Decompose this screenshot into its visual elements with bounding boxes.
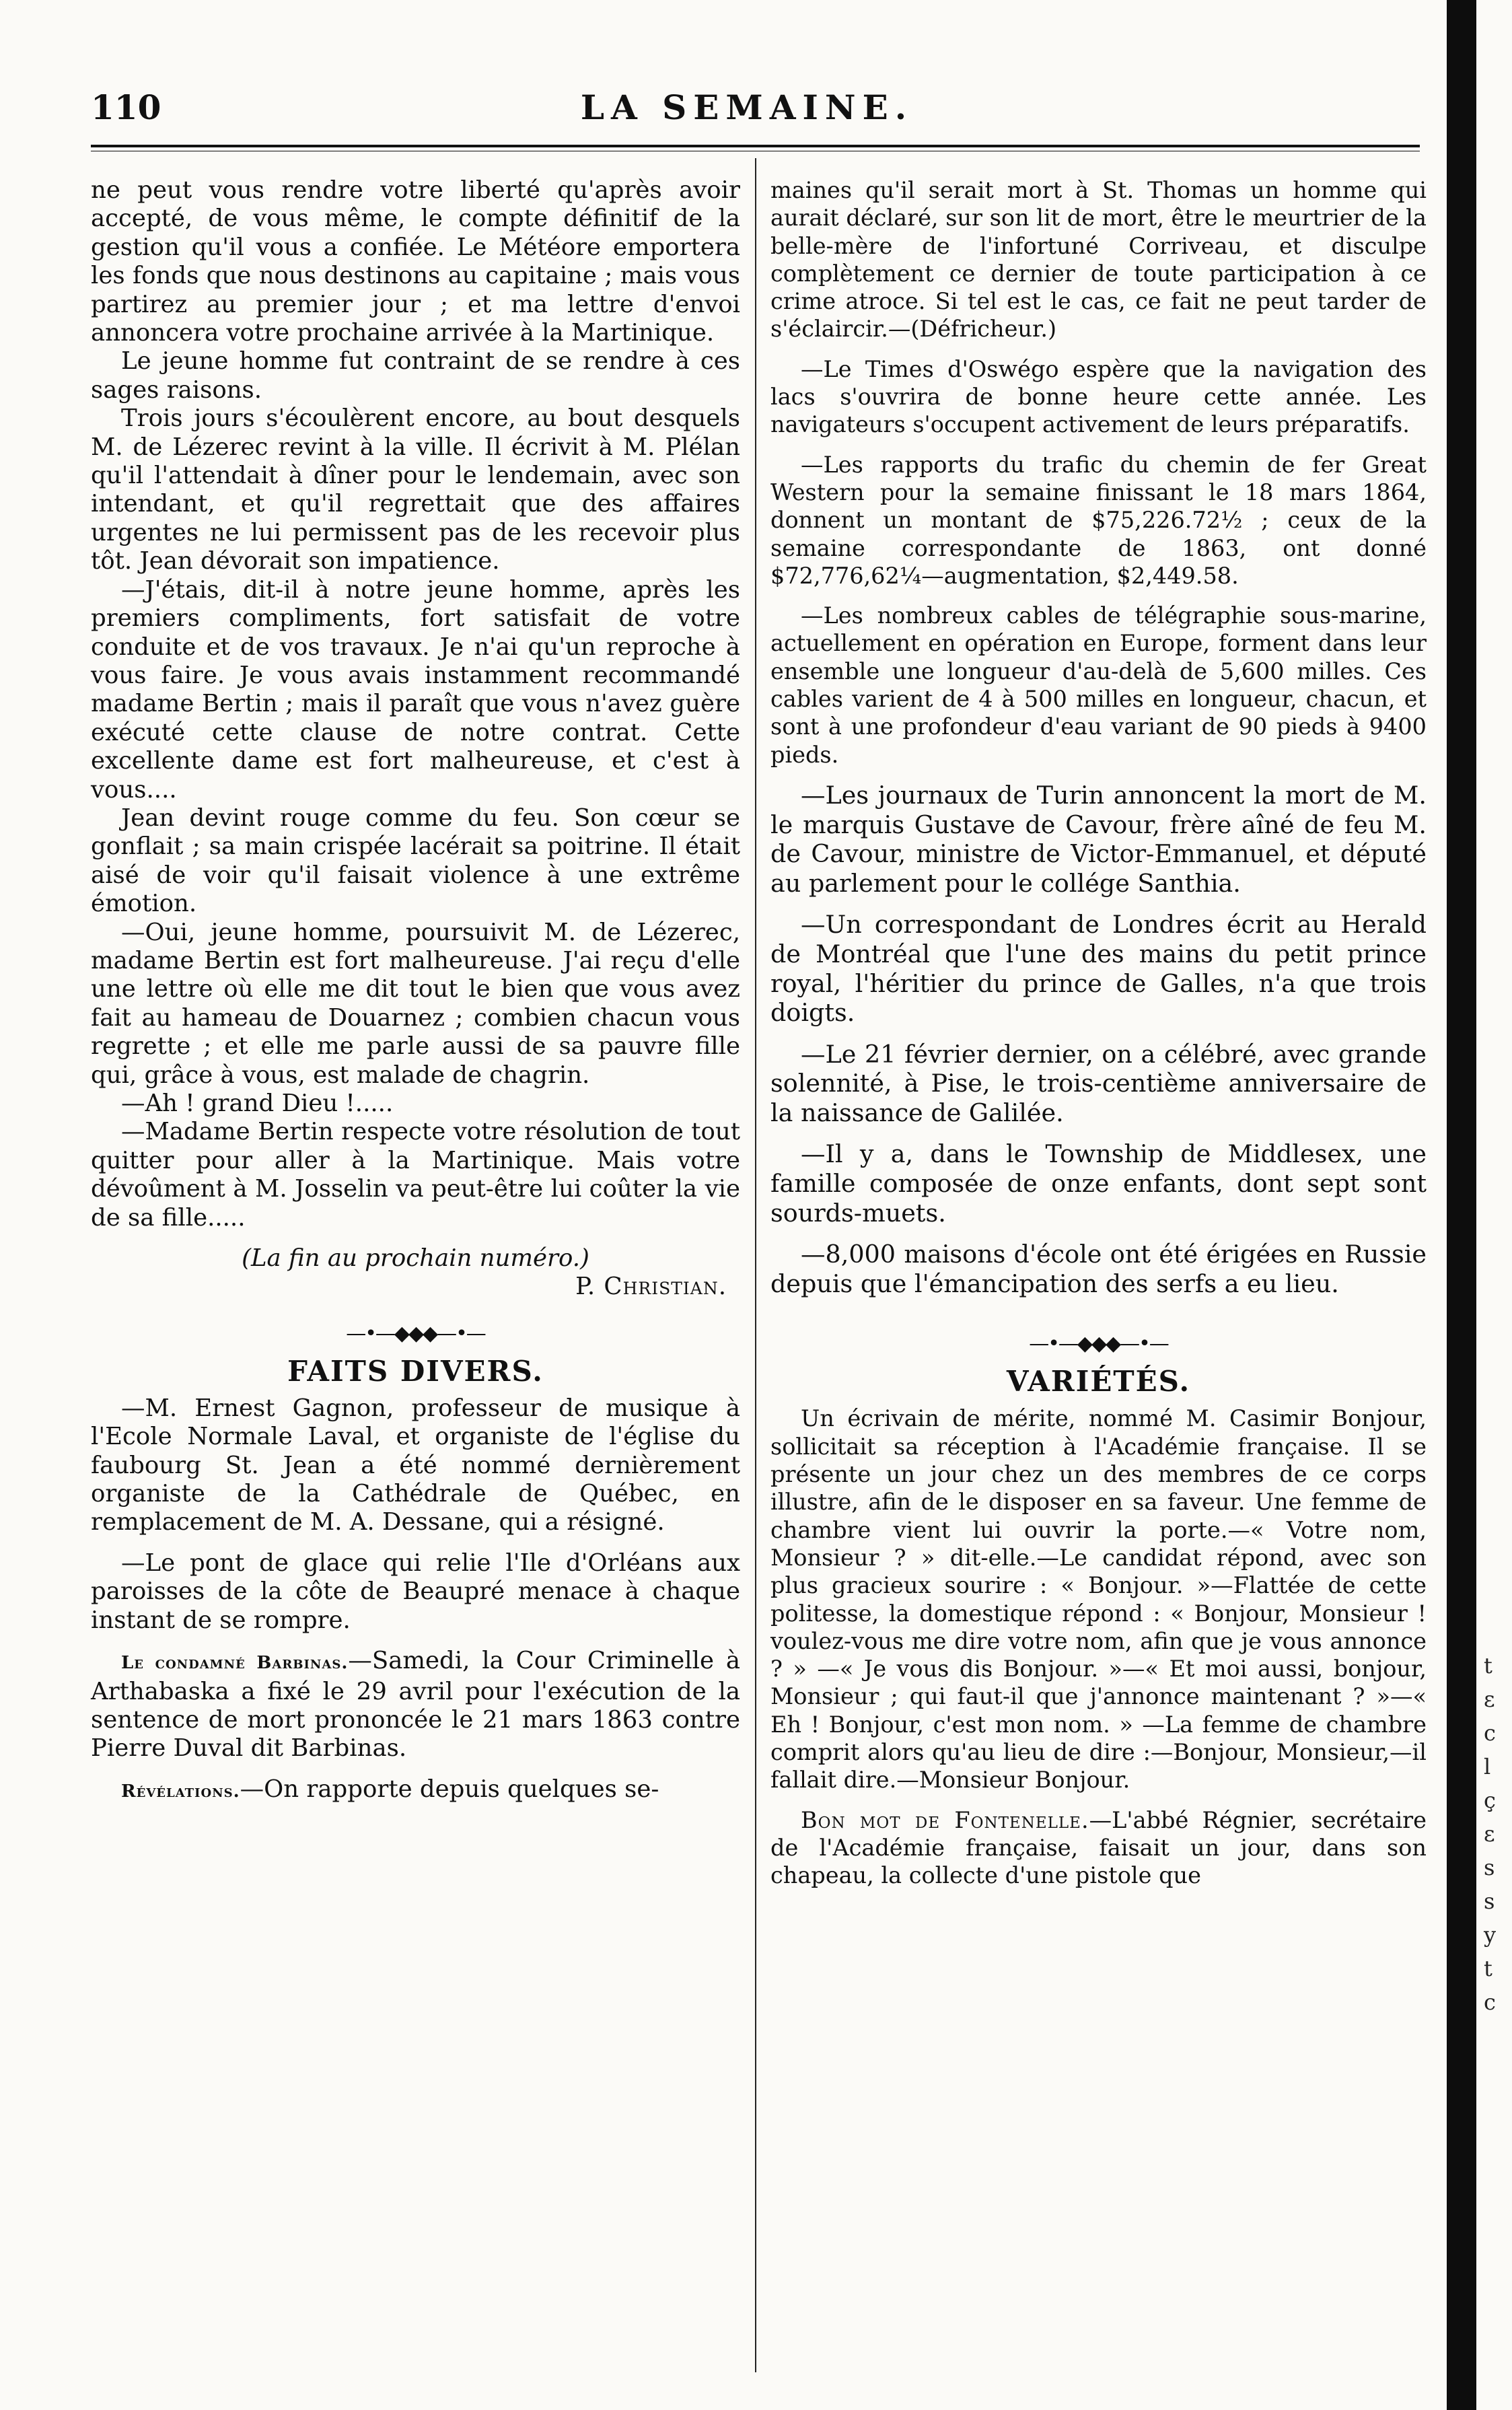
news-item: —Les journaux de Turin annoncent la mort de M. le marquis Gustave de Cavour, frère aîné de feu M. de Cavour, ministre de Victor-Emmanuel, et député au parlement pour le collége Santhia. — [770, 780, 1427, 898]
anecdote: Un écrivain de mérite, nommé M. Casimir Bonjour, sollicitait sa réception à l'Académie française. Il se présente un jour chez un des membres de ce corps illustre, afin de le disposer en sa faveur. Une femme de chambre vient lui ouvrir la porte.—« Votre nom, Monsieur ? » dit-elle.—Le candidat répond, avec son plus gracieux sourire : « Bonjour. »—Flattée de cette politesse, la domestique répond : « Bonjour, Monsieur ! voulez-vous me dire votre nom, afin que je vous annonce ? » —« Je vous dis Bonjour. »—« Et moi aussi, bonjour, Monsieur ; qui faut-il que j'annonce maintenant ? »—« Eh ! Bonjour, c'est mon nom. » —La femme de chambre comprit alors qu'au lieu de dire :—Bonjour, Monsieur,—il fallait dire.—Monsieur Bonjour. — [770, 1405, 1427, 1794]
right-column — [770, 176, 1427, 1889]
news-item: —Un correspondant de Londres écrit au Herald de Montréal que l'une des mains du petit prince royal, l'héritier du prince de Galles, n'a que trois doigts. — [770, 910, 1427, 1028]
news-item: —M. Ernest Gagnon, professeur de musique à l'Ecole Normale Laval, et organiste de l'église du faubourg St. Jean a été nommé dernièrement organiste de la Cathédrale de Québec, en remplacement de M. A. Dessane, qui a résigné. — [91, 1394, 740, 1536]
story-paragraph: Jean devint rouge comme du feu. Son cœur se gonflait ; sa main crispée lacérait sa poitrine. Il était aisé de voir qu'il faisait violence à une extrême émotion. — [91, 804, 740, 918]
anecdote-lead: Bon mot de Fontenelle. — [801, 1806, 1089, 1833]
anecdote — [770, 1806, 1427, 1890]
margin-letter: c — [1484, 1720, 1496, 1746]
news-item-lead: Le condamné Barbinas. — [121, 1653, 349, 1674]
page-header — [91, 81, 1403, 141]
news-item-text: —Samedi, la Cour Criminelle à Arthabaska a fixé le 29 avril pour l'exécution de la sentence de mort prononcée le 21 mars 1863 contre Pierre Duval dit Barbinas. — [91, 1647, 740, 1763]
story-paragraph: —Madame Bertin respecte votre résolution de tout quitter pour aller à la Martinique. Mais votre dévoûment à M. Josselin va peut-être lui coûter la vie de sa fille..... — [91, 1118, 740, 1232]
author-signature: P. Christian. — [575, 1273, 727, 1301]
section-title-faits-divers: FAITS DIVERS. — [287, 1354, 544, 1388]
margin-letter: l — [1484, 1754, 1491, 1779]
section-ornament: —•—◆◆◆—•— — [346, 1321, 485, 1345]
page-number: 110 — [91, 87, 161, 127]
news-item — [91, 1647, 740, 1763]
story-paragraph: —Ah ! grand Dieu !..... — [121, 1090, 394, 1117]
story-paragraph: Trois jours s'écoulèrent encore, au bout desquels M. de Lézerec revint à la ville. Il écrivit à M. Plélan qu'il l'attendait à dîner pour le lendemain, avec son intendant, et qu'il regrettait que des affaires urgentes ne lui permissent pas de les recevoir plus tôt. Jean dévorait son impatience. — [91, 404, 740, 575]
news-item: —Le Times d'Oswégo espère que la navigation des lacs s'ouvrira de bonne heure cette année. Les navigateurs s'occupent activement de leurs préparatifs. — [770, 355, 1427, 438]
news-item: —Les nombreux cables de télégraphie sous-marine, actuellement en opération en Europe, forment dans leur ensemble une longueur d'au-delà de 5,600 milles. Ces cables varient de 4 à 500 milles en longueur, chacun, et sont à une profondeur d'eau variant de 90 pieds à 9400 pieds. — [770, 602, 1427, 768]
continuation-note: (La fin au prochain numéro.) — [242, 1244, 589, 1273]
anecdote-text: —L'abbé Régnier, secrétaire de l'Académie française, faisait un jour, dans son chapeau, la collecte d'une pistole que — [770, 1806, 1427, 1889]
margin-letter: c — [1484, 1989, 1496, 2015]
story-paragraph: Le jeune homme fut contraint de se rendre à ces sages raisons. — [91, 347, 740, 404]
column-divider — [755, 158, 756, 2372]
margin-letter: ε — [1484, 1821, 1495, 1847]
margin-letter: ç — [1484, 1787, 1496, 1813]
news-item: —Le 21 février dernier, on a célébré, avec grande solennité, à Pise, le trois-centième anniversaire de la naissance de Galilée. — [770, 1039, 1427, 1127]
margin-letter: t — [1484, 1653, 1492, 1678]
story-paragraph: —J'étais, dit-il à notre jeune homme, après les premiers compliments, fort satisfait de votre conduite et de vos travaux. Je n'ai qu'un reproche à vous faire. Je vous avais instamment recommandé madame Bertin ; mais il paraît que vous n'avez guère exécuté cette clause de notre contrat. Cette excellente dame est fort malheureuse, et c'est à vous.... — [91, 575, 740, 804]
margin-letter: t — [1484, 1956, 1492, 1981]
news-item: —8,000 maisons d'école ont été érigées en Russie depuis que l'émancipation des serfs a eu lieu. — [770, 1240, 1427, 1298]
news-item: —Le pont de glace qui relie l'Ile d'Orléans aux paroisses de la côte de Beaupré menace à chaque instant de se rompre. — [91, 1549, 740, 1634]
section-title-varietes: VARIÉTÉS. — [1006, 1365, 1191, 1398]
margin-letter: y — [1484, 1922, 1497, 1948]
news-item: —Les rapports du trafic du chemin de fer Great Western pour la semaine finissant le 18 mars 1864, donnent un montant de $75,226.72½ ; ceux de la semaine correspondante de 1863, ont donné $72,776,62¼—augmentation, $2,449.58. — [770, 451, 1427, 589]
page-title: LA SEMAINE. — [580, 87, 914, 127]
story-paragraph: —Oui, jeune homme, poursuivit M. de Lézerec, madame Bertin est fort malheureuse. J'ai reçu d'elle une lettre où elle me dit tout le bien que vous avez fait au hameau de Douarnez ; combien chacun vous regrette ; et elle me parle aussi de sa pauvre fille qui, grâce à vous, est malade de chagrin. — [91, 918, 740, 1089]
left-column — [91, 176, 740, 1806]
section-ornament: —•—◆◆◆—•— — [1029, 1332, 1168, 1356]
margin-letter: s — [1484, 1888, 1495, 1914]
header-rule — [91, 145, 1420, 147]
news-item-lead: Révélations. — [121, 1781, 240, 1802]
margin-letters — [1484, 1649, 1504, 2019]
margin-letter: s — [1484, 1855, 1495, 1880]
news-item: maines qu'il serait mort à St. Thomas un homme qui aurait déclaré, sur son lit de mort, être le meurtrier de la belle-mère de l'infortuné Corriveau, et disculpe complètement ce dernier de toute participation à ce crime atroce. Si tel est le cas, ce fait ne peut tarder de s'éclaircir.—(Défricheur.) — [770, 177, 1427, 343]
news-item-text: —On rapporte depuis quelques se- — [240, 1775, 659, 1803]
scan-edge-bar — [1447, 0, 1476, 2410]
margin-letter: ε — [1484, 1687, 1495, 1712]
news-item: —Il y a, dans le Township de Middlesex, une famille composée de onze enfants, dont sept sont sourds-muets. — [770, 1139, 1427, 1228]
news-item — [91, 1775, 740, 1806]
story-paragraph: ne peut vous rendre votre liberté qu'après avoir accepté, de vous même, le compte définitif de la gestion qu'il vous a confiée. Le Météore emportera les fonds que nous destinons au capitaine ; mais vous partirez au premier jour ; et ma lettre d'envoi annoncera votre prochaine arrivée à la Martinique. — [91, 176, 740, 347]
